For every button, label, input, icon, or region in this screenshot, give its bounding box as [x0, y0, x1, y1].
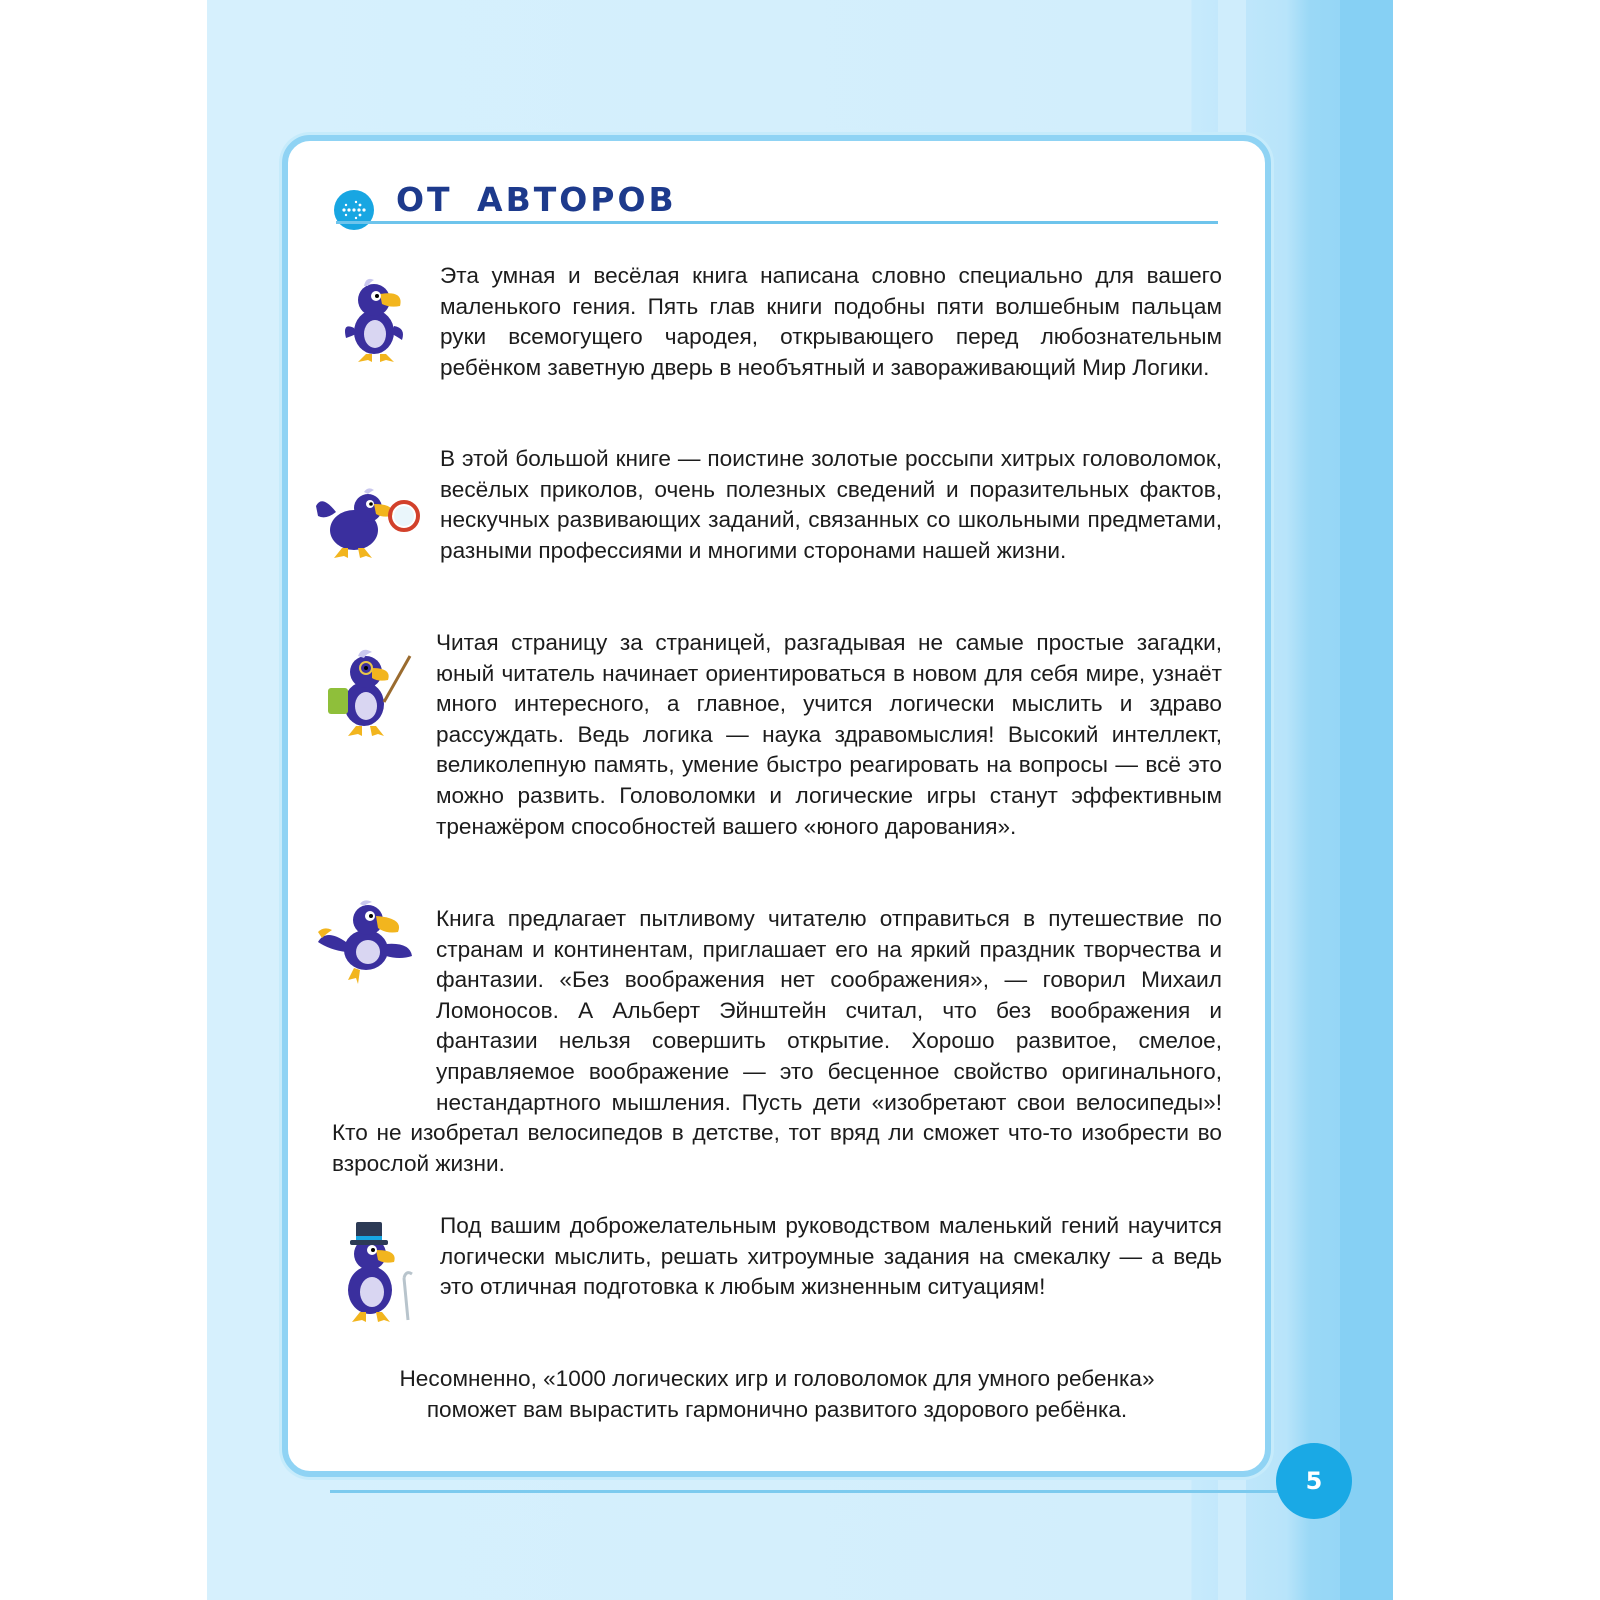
intro-paragraph-5: Под вашим доброжелательным руководством маленький гений научится логически мыслить, решать хитроумные задания на смекалку — а ведь это отличная подготовка к любым жизненным ситуациям!	[440, 1213, 1222, 1300]
arrow-dots-icon	[334, 190, 374, 230]
intro-paragraph-2: В этой большой книге — поистине золотые россыпи хитрых головоломок, весёлых приколов, очень полезных сведений и поразительных фактов, нескучных развивающих заданий, связанных со школьными предметами, разными профессиями и многими сторонами нашей жизни.	[440, 446, 1222, 563]
paragraph-text: Читая страницу за страницей, разгадывая не самые простые загадки, юный читатель начинает ориентироваться в новом для себя мире, узнаёт много интересного, а главное, учится логически мыслить и здраво рассуждать. Ведь логика — наука здравомыслия! Высокий интеллект, великолепную память, умение быстро реагировать на вопросы — всё это можно развить. Головоломки и логические игры станут эффективным тренажёром способностей вашего «юного дарования».	[436, 630, 1222, 839]
intro-paragraph-4	[332, 904, 1222, 1179]
crow-magnifier-icon	[312, 486, 424, 564]
footer-divider	[330, 1490, 1285, 1493]
closing-statement	[332, 1364, 1222, 1425]
closing-line-1: Несомненно, «1000 логических игр и головоломок для умного ребенка»	[399, 1366, 1155, 1391]
closing-line-2: поможет вам вырастить гармонично развитого здорового ребёнка.	[426, 1396, 1128, 1422]
crow-waving-icon	[338, 272, 414, 364]
title-underline	[336, 221, 1218, 224]
page-number: 5	[1276, 1443, 1352, 1519]
intro-paragraph-3	[332, 628, 1222, 842]
page-title: ОТ АВТОРОВ	[396, 180, 677, 219]
intro-paragraph-1: Эта умная и весёлая книга написана словно специально для вашего маленького гения. Пять глав книги подобны пяти волшебным пальцам руки всемогущего чародея, открывающего перед любознательным ребёнком заветную дверь в необъятный и завораживающий Мир Логики.	[440, 263, 1222, 380]
paragraph-text: Книга предлагает пытливому читателю отправиться в путешествие по странам и континентам, приглашает его на яркий праздник творчества и фантазии. «Без воображения нет соображения», — говорил Михаил Ломоносов. А Альберт Эйнштейн считал, что без воображения и фантазии нельзя совершить открытие. Хорошо развитое, смелое, управляемое воображение — это бесценное свойство оригинального, нестандартного мышления. Пусть дети «изобретают свои велосипеды»! Кто не изобретал велосипедов в детстве, тот вряд ли сможет что-то изобрести во взрослой жизни.	[332, 906, 1222, 1176]
decorative-stripe	[1340, 0, 1393, 1600]
crow-top-hat-icon	[334, 1216, 420, 1328]
